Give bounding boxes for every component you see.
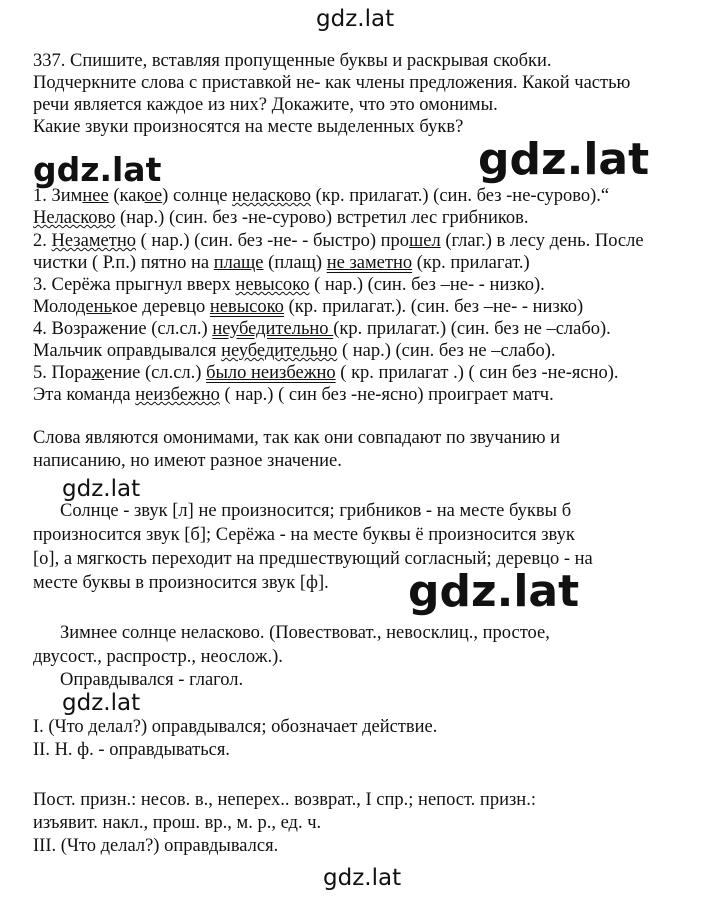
analysis-line: Зимнее солнце неласково. (Повествоват., невосклиц., простое,: [60, 623, 550, 643]
analysis-line: Пост. призн.: несов. в., неперех.. возврат., I спр.; непост. призн.:: [33, 790, 536, 810]
text: ) солнце: [162, 186, 233, 206]
watermark-right: gdz.lat: [478, 134, 650, 185]
answer-line-9: [33, 362, 619, 384]
text: (кр. прилагат.): [412, 253, 530, 273]
answer-line-6: [33, 296, 583, 318]
task-line: Подчеркните слова с приставкой не- как члены предложения. Какой частью: [33, 73, 631, 93]
watermark-lower-small: gdz.lat: [62, 690, 141, 716]
explanation-line: Слова являются омонимами, так как они совпадают по звучанию и: [33, 428, 561, 448]
text: 2.: [33, 231, 52, 251]
explanation-line: написанию, но имеют разное значение.: [33, 451, 342, 471]
text: (глаг.) в лесу день. После: [440, 231, 644, 251]
sounds-line: месте буквы в произносится звук [ф].: [33, 573, 329, 593]
highlighted-letters: нее: [82, 186, 109, 206]
analysis-line: изъявит. накл., прош. вр., м. р., ед. ч.: [33, 813, 322, 833]
analysis-line: двусост., распростр., неослож.).: [33, 647, 283, 667]
text: (кр. прилагат.). (син. без –не- - низко): [283, 297, 584, 317]
highlighted-letters: ое: [144, 186, 163, 206]
text: ( нар.) (син. без не –слабо).: [337, 341, 556, 361]
text: ( нар.) (син. без -не- - быстро) про: [135, 231, 410, 251]
text: (как: [108, 186, 145, 206]
answer-line-4: [33, 252, 530, 274]
answer-line-10: [33, 384, 554, 406]
text: (кр. прилагат.) (син. без не –слабо).: [333, 319, 611, 339]
watermark-top: gdz.lat: [316, 6, 395, 32]
underlined-adverb: невысоко: [235, 275, 310, 295]
analysis-line: II. Н. ф. - оправдываться.: [33, 740, 231, 760]
answer-line-1: [33, 185, 609, 207]
underlined-adverb: Незаметно: [51, 231, 136, 251]
text: кое деревцо: [111, 297, 210, 317]
task-line: речи является каждое из них? Докажите, что это омонимы.: [33, 95, 498, 115]
underlined-predicate: неубедительно: [212, 319, 334, 339]
text: Моло: [33, 297, 76, 317]
answer-line-2: [33, 207, 529, 229]
answer-line-5: [33, 274, 545, 296]
highlighted-letters: ж: [91, 363, 105, 383]
text: (плащ): [263, 253, 327, 273]
sounds-line: [о], а мягкость переходит на предшествующий согласный; деревцо - на: [33, 549, 593, 569]
text: ( кр. прилагат .) ( син без -не-ясно).: [335, 363, 619, 383]
watermark-middle-small: gdz.lat: [62, 476, 141, 502]
sounds-line: Солнце - звук [л] не произносится; грибников - на месте буквы б: [60, 501, 572, 521]
analysis-line: Оправдывался - глагол.: [60, 670, 244, 690]
answer-line-8: [33, 340, 556, 362]
text: 1. Зим: [33, 186, 83, 206]
text: чистки ( Р.п.) пятно на: [33, 253, 214, 273]
text: (нар.) (син. без -не-сурово) встретил лес грибников.: [115, 208, 529, 228]
text: Мальчик оправдывался: [33, 341, 222, 361]
underlined-predicate: не заметно: [326, 253, 413, 273]
watermark-bottom: gdz.lat: [323, 865, 402, 891]
underlined-adverb: неубедительно: [221, 341, 338, 361]
analysis-line: III. (Что делал?) оправдывался.: [33, 836, 279, 856]
watermark-left: gdz.lat: [33, 150, 162, 189]
sounds-line: произносится звук [б]; Серёжа - на месте буквы ё произносится звук: [33, 525, 575, 545]
text: 5. Пора: [33, 363, 92, 383]
text: ение (сл.сл.): [104, 363, 207, 383]
text: ( нар.) (син. без –не- - низко).: [309, 275, 545, 295]
text: (кр. прилагат.) (син. без -не-сурово).“: [310, 186, 610, 206]
task-line: Какие звуки произносятся на месте выделенных букв?: [33, 117, 464, 137]
underlined-predicate: невысоко: [209, 297, 284, 317]
task-line: 337. Спишите, вставляя пропущенные буквы и раскрывая скобки.: [33, 51, 552, 71]
underlined-adverb: неизбежно: [135, 385, 220, 405]
text: ( нар.) ( син без -не-ясно) проиграет матч.: [219, 385, 554, 405]
answer-line-3: [33, 230, 644, 252]
underlined-predicate: неласково: [232, 186, 311, 206]
analysis-line: I. (Что делал?) оправдывался; обозначает действие.: [33, 717, 438, 737]
answer-line-7: [33, 318, 611, 340]
underlined-adverb: Неласково: [33, 208, 116, 228]
text: 3. Серёжа прыгнул вверх: [33, 275, 236, 295]
text: 4. Возражение (сл.сл.): [33, 319, 213, 339]
highlighted-letters: шел: [409, 231, 441, 251]
highlighted-letters: день: [75, 297, 112, 317]
highlighted-letters: плаще: [213, 253, 264, 273]
watermark-middle-large: gdz.lat: [408, 566, 580, 617]
text: Эта команда: [33, 385, 136, 405]
underlined-predicate: было неизбежно: [206, 363, 336, 383]
